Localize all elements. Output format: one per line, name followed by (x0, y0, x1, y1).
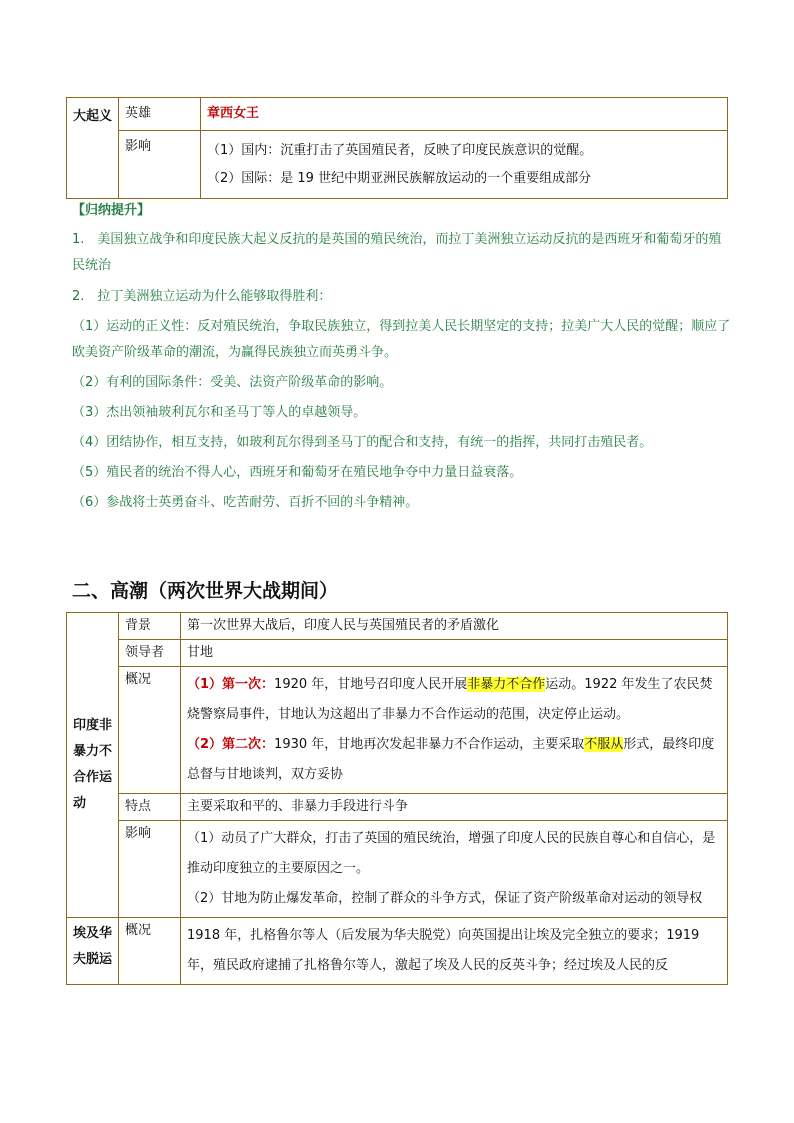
egypt-overview-label: 概况 (119, 918, 181, 985)
first-campaign (187, 670, 721, 730)
india-impact-content (181, 821, 728, 918)
second-tag: （2）第二次： (187, 737, 275, 752)
india-impact-2: （2）甘地为防止爆发革命，控制了群众的斗争方式，保证了资产阶级革命对运动的领导权 (187, 891, 703, 906)
impact-content (201, 131, 728, 199)
reason-1: （1）运动的正义性：反对殖民统治，争取民族独立，得到拉美人民长期坚定的支持；拉美广大人民的觉醒；顺应了欧美资产阶级革命的潮流，为赢得民族独立而英勇斗争。 (72, 319, 731, 360)
summary-section (72, 200, 732, 516)
hero-value: 章西女王 (201, 98, 728, 131)
overview-label: 概况 (119, 667, 181, 794)
india-category-cell: 印度非暴力不合作运动 (67, 613, 119, 918)
first-post: 运动。1922 年发生了农民焚烧警察局事件，甘地认为这超出了非暴力不合作运动的范围，决定停止运动。 (187, 677, 713, 722)
feature-value: 主要采取和平的、非暴力手段进行斗争 (181, 794, 728, 821)
impact-international: （2）国际：是 19 世纪中期亚洲民族解放运动的一个重要组成部分 (207, 171, 592, 186)
second-campaign (187, 730, 721, 790)
summary-heading: 【归纳提升】 (72, 203, 151, 218)
impact-label: 影响 (119, 131, 201, 199)
reason-3: （3）杰出领袖玻利瓦尔和圣马丁等人的卓越领导。 (72, 405, 367, 420)
climax-table (66, 612, 728, 985)
second-pre: 1930 年，甘地再次发起非暴力不合作运动，主要采取 (274, 737, 585, 752)
reason-5: （5）殖民者的统治不得人心，西班牙和葡萄牙在殖民地争夺中力量日益衰落。 (72, 465, 523, 480)
hero-label: 英雄 (119, 98, 201, 131)
india-impact-label: 影响 (119, 821, 181, 918)
egypt-overview-value: 1918 年，扎格鲁尔等人（后发展为华夫脱党）向英国提出让埃及完全独立的要求；1919 年，殖民政府逮捕了扎格鲁尔等人，激起了埃及人民的反英斗争；经过埃及人民的反 (181, 918, 728, 985)
feature-label: 特点 (119, 794, 181, 821)
leader-value: 甘地 (181, 640, 728, 667)
impact-domestic: （1）国内：沉重打击了英国殖民者，反映了印度民族意识的觉醒。 (207, 143, 593, 158)
background-label: 背景 (119, 613, 181, 640)
summary-point-2: 2. 拉丁美洲独立运动为什么能够取得胜利： (72, 289, 332, 304)
reason-4: （4）团结协作，相互支持，如玻利瓦尔得到圣马丁的配合和支持，有统一的指挥，共同打击殖民者。 (72, 435, 653, 450)
second-highlight: 不服从 (584, 737, 624, 752)
first-pre: 1920 年，甘地号召印度人民开展 (274, 677, 468, 692)
second-post: 形式，最终印度总督与甘地谈判，双方妥协 (187, 737, 715, 782)
reason-6: （6）参战将士英勇奋斗、吃苦耐劳、百折不回的斗争精神。 (72, 495, 419, 510)
leader-label: 领导者 (119, 640, 181, 667)
background-value: 第一次世界大战后，印度人民与英国殖民者的矛盾激化 (181, 613, 728, 640)
first-highlight: 非暴力不合作 (467, 677, 546, 692)
reason-2: （2）有利的国际条件：受美、法资产阶级革命的影响。 (72, 375, 393, 390)
first-tag: （1）第一次： (187, 677, 275, 692)
summary-point-1: 1. 美国独立战争和印度民族大起义反抗的是英国的殖民统治，而拉丁美洲独立运动反抗的是西班牙和葡萄牙的殖民统治 (72, 232, 722, 273)
egypt-category-cell: 埃及华夫脱运 (67, 918, 119, 985)
overview-content (181, 667, 728, 794)
india-impact-1: （1）动员了广大群众，打击了英国的殖民统治，增强了印度人民的民族自尊心和自信心，是推动印度独立的主要原因之一。 (187, 831, 716, 876)
uprising-table (66, 97, 728, 199)
section-title: 二、高潮（两次世界大战期间） (72, 580, 339, 602)
category-cell: 大起义 (67, 98, 119, 199)
